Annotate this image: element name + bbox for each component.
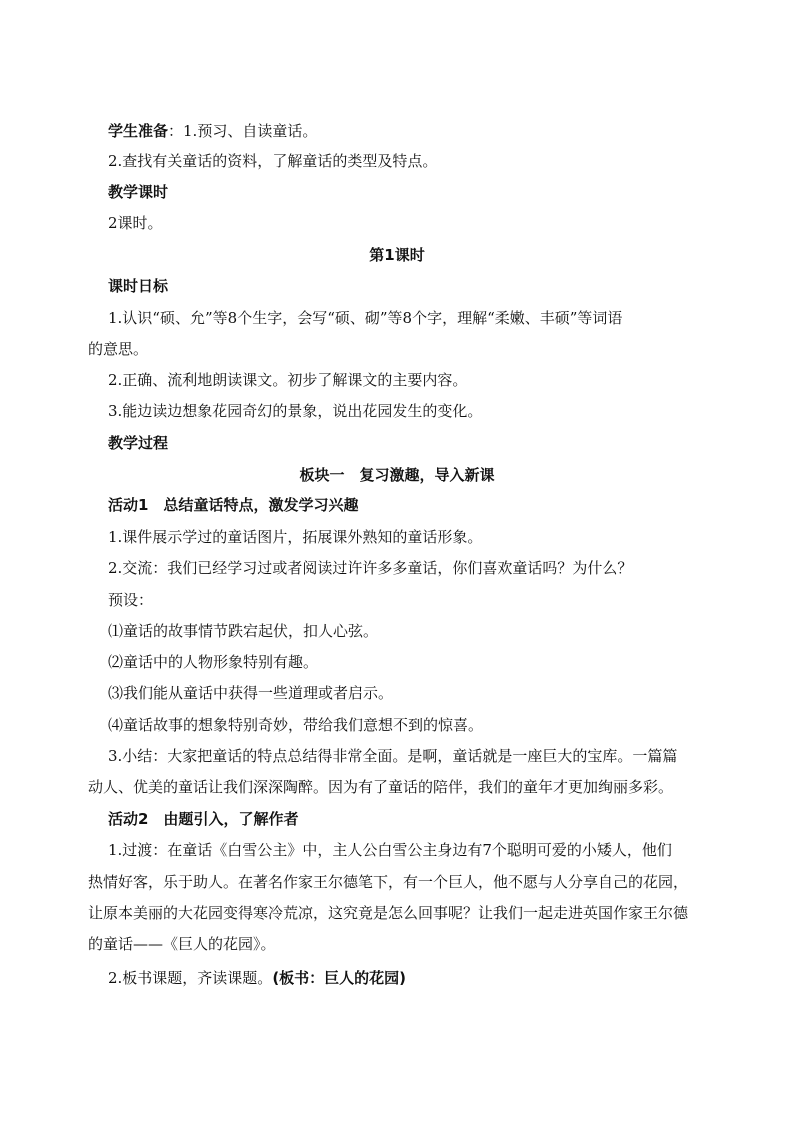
heading-lesson-1-text: 第1课时 [369, 246, 425, 264]
line-act1-2 [108, 558, 728, 578]
text-blackboard-title: (板书：巨人的花园) [272, 969, 407, 987]
text-preset-3: ⑶我们能从童话中获得一些道理或者启示。 [108, 684, 394, 702]
line-preset [108, 590, 728, 610]
line-summary-a [108, 746, 728, 766]
heading-lesson-goals [108, 276, 728, 296]
line-act2-2 [108, 968, 728, 988]
text-preset-2: ⑵童话中的人物形象特别有趣。 [108, 653, 319, 671]
text-act2-1d: 的童话——《巨人的花园》。 [88, 935, 276, 953]
line-preset-2 [108, 652, 728, 672]
line-hours [108, 213, 728, 233]
heading-block-1 [0, 465, 794, 485]
heading-activity-1-text: 活动1 总结童话特点，激发学习兴趣 [108, 496, 359, 514]
text-preset: 预设： [108, 591, 154, 609]
heading-teaching-hours-text: 教学课时 [108, 183, 169, 201]
text-act2-1c: 让原本美丽的大花园变得寒冷荒凉，这究竟是怎么回事呢？让我们一起走进英国作家王尔德 [88, 904, 689, 922]
line-preset-4 [108, 715, 728, 735]
line-preset-3 [108, 683, 728, 703]
line-preset-1 [108, 621, 728, 641]
text-summary-a: 3.小结：大家把童话的特点总结得非常全面。是啊，童话就是一座巨大的宝库。一篇篇 [108, 747, 678, 765]
heading-lesson-goals-text: 课时日标 [108, 277, 169, 295]
line-act2-1b [88, 872, 748, 892]
text-prep-2: 2.查找有关童话的资料，了解童话的类型及特点。 [108, 152, 438, 170]
text-act2-1a: 1.过渡：在童话《白雪公主》中，主人公白雪公主身边有7个聪明可爱的小矮人，他们 [108, 841, 672, 859]
heading-lesson-1 [0, 245, 794, 265]
line-summary-b [88, 777, 748, 797]
line-act2-1c [88, 903, 748, 923]
text-goal-3: 3.能边读边想象花园奇幻的景象，说出花园发生的变化。 [108, 402, 483, 420]
line-student-prep [108, 121, 728, 141]
heading-teaching-process [108, 433, 728, 453]
line-goal-3 [108, 401, 728, 421]
heading-activity-1 [108, 495, 728, 515]
line-act2-1a [108, 840, 728, 860]
text-summary-b: 动人、优美的童话让我们深深陶醉。因为有了童话的陪伴，我们的童年才更加绚丽多彩。 [88, 778, 674, 796]
text-act2-2: 2.板书课题，齐读课题。 [108, 969, 273, 987]
text-act1-1: 1.课件展示学过的童话图片，拓展课外熟知的童话形象。 [108, 528, 483, 546]
line-goal-1a [108, 308, 728, 328]
text-preset-4: ⑷童话故事的想象特别奇妙，带给我们意想不到的惊喜。 [108, 716, 484, 734]
line-act1-1 [108, 527, 728, 547]
text-goal-1a: 1.认识“硕、允”等8个生字，会写“硕、砌”等8个字，理解“柔嫩、丰硕”等词语 [108, 309, 623, 327]
heading-teaching-process-text: 教学过程 [108, 434, 169, 452]
heading-block-1-text: 板块一 复习激趣，导入新课 [299, 466, 495, 484]
heading-teaching-hours [108, 182, 728, 202]
text-goal-2: 2.正确、流利地朗读课文。初步了解课文的主要内容。 [108, 371, 468, 389]
label-student-prep: 学生准备 [108, 122, 169, 140]
text-act2-1b: 热情好客，乐于助人。在著名作家王尔德笔下，有一个巨人，他不愿与人分享自己的花园， [88, 873, 689, 891]
line-goal-1b [88, 339, 708, 359]
text-goal-1b: 的意思。 [88, 340, 149, 358]
line-prep-2 [108, 151, 728, 171]
heading-activity-2-text: 活动2 由题引入，了解作者 [108, 810, 299, 828]
heading-activity-2 [108, 809, 728, 829]
text-hours: 2课时。 [108, 214, 163, 232]
text-act1-2: 2.交流：我们已经学习过或者阅读过许许多多童话，你们喜欢童话吗？为什么？ [108, 559, 633, 577]
line-act2-1d [88, 934, 708, 954]
text-student-prep: ：1.预习、自读童话。 [168, 122, 318, 140]
line-goal-2 [108, 370, 728, 390]
text-preset-1: ⑴童话的故事情节跌宕起伏，扣人心弦。 [108, 622, 379, 640]
